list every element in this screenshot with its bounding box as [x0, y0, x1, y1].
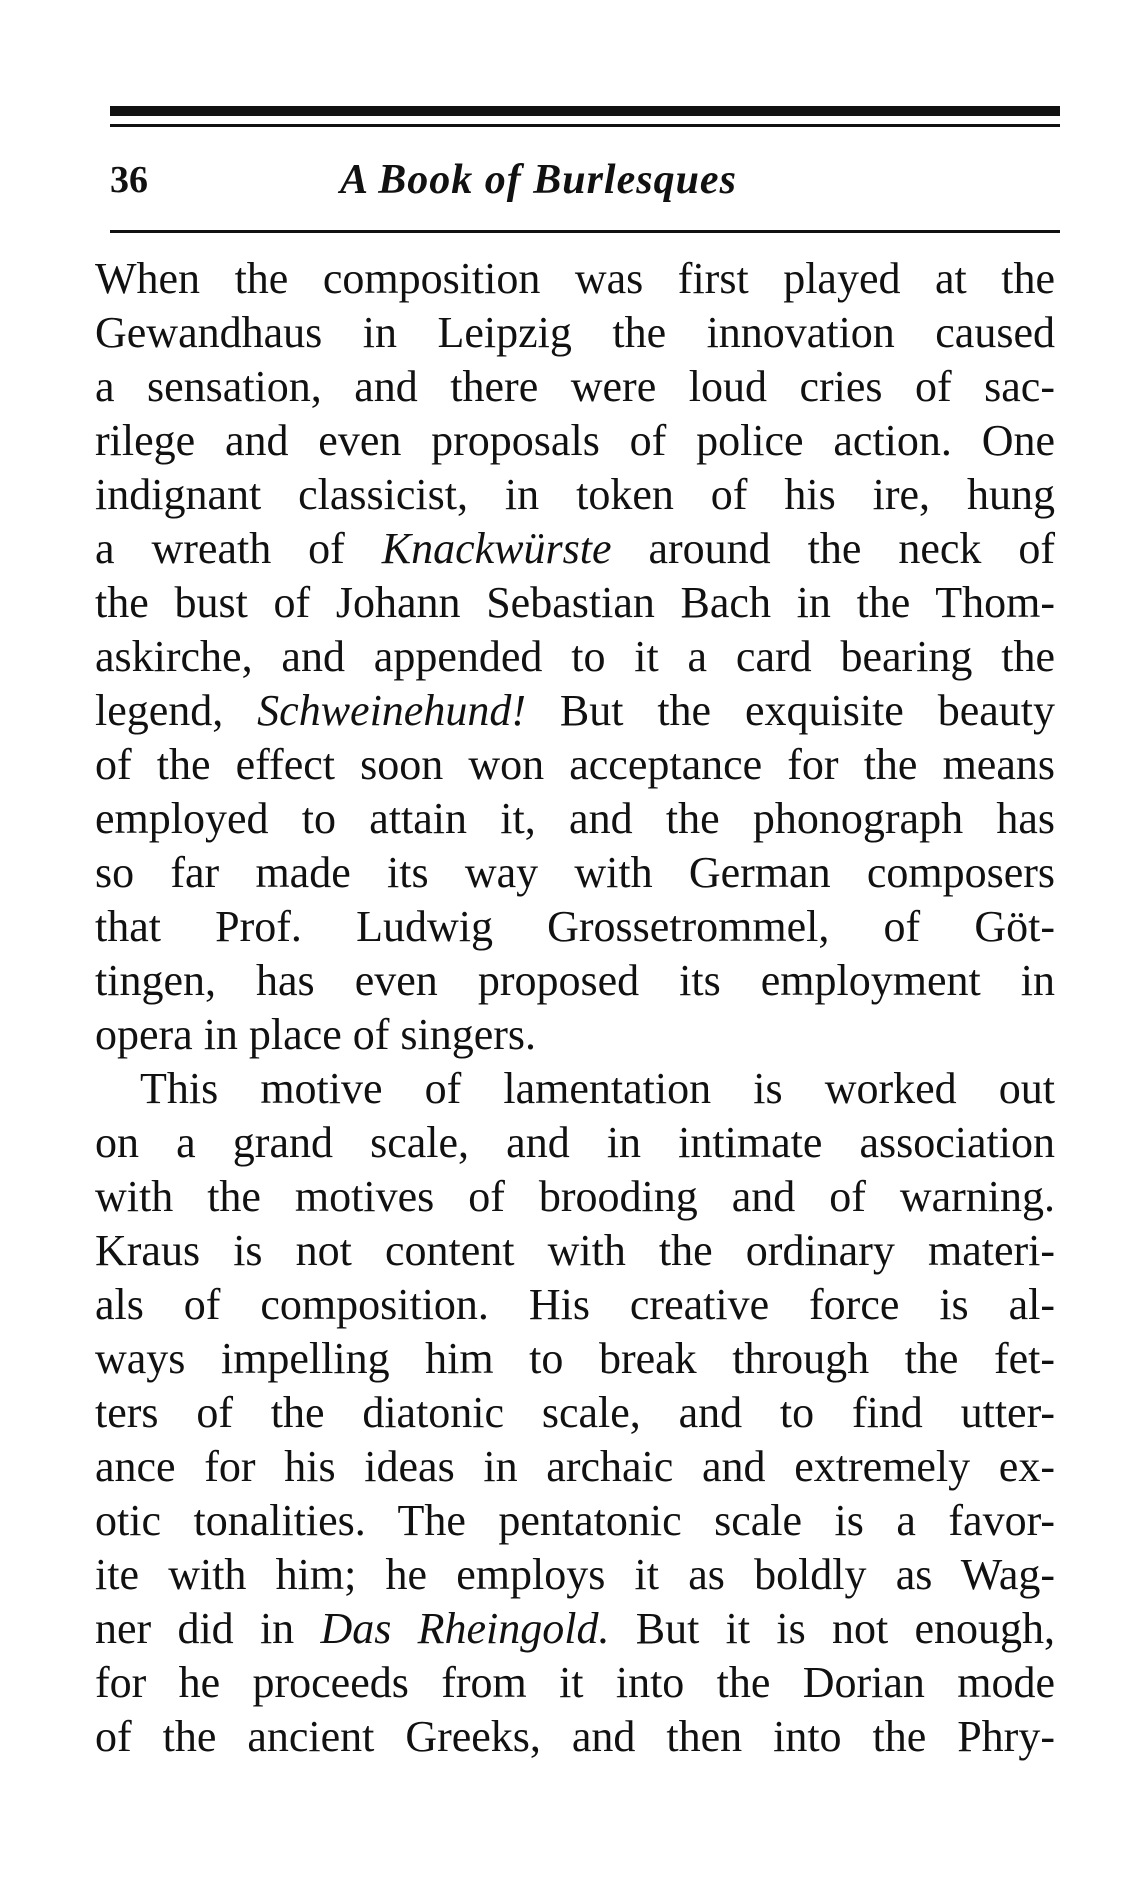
page-header — [110, 150, 1060, 210]
line-text: so far made its way with German composers — [95, 848, 1055, 897]
line-text: Gewandhaus in Leipzig the innovation caused — [95, 308, 1055, 357]
line-text: of the ancient Greeks, and then into the Phry- — [95, 1712, 1055, 1761]
text-line — [95, 1116, 1055, 1170]
body-text — [95, 252, 1055, 1764]
text-line — [95, 792, 1055, 846]
text-line — [95, 738, 1055, 792]
line-text: on a grand scale, and in intimate association — [95, 1118, 1055, 1167]
line-text: indignant classicist, in token of his ire, hung — [95, 470, 1055, 519]
line-text: around the neck of — [611, 524, 1055, 573]
line-text: a sensation, and there were loud cries of sac- — [95, 362, 1055, 411]
line-text: ters of the diatonic scale, and to find utter- — [95, 1388, 1055, 1437]
line-text: ance for his ideas in archaic and extremely ex- — [95, 1442, 1055, 1491]
text-line — [95, 1656, 1055, 1710]
line-text: ways impelling him to break through the fet- — [95, 1334, 1055, 1383]
text-line — [95, 576, 1055, 630]
text-line — [95, 1170, 1055, 1224]
text-line — [95, 630, 1055, 684]
text-line — [95, 900, 1055, 954]
page-number: 36 — [110, 159, 148, 201]
line-text: with the motives of brooding and of warning. — [95, 1172, 1055, 1221]
text-line — [95, 1008, 1055, 1062]
text-line — [95, 846, 1055, 900]
line-text: But it is not enough, — [609, 1604, 1055, 1653]
line-text: a wreath of — [95, 524, 382, 573]
line-text: the bust of Johann Sebastian Bach in the Thom- — [95, 578, 1055, 627]
text-line — [95, 1602, 1055, 1656]
text-line — [95, 1710, 1055, 1764]
line-text: legend, — [95, 686, 258, 735]
text-line — [95, 1224, 1055, 1278]
text-line — [95, 306, 1055, 360]
line-text: otic tonalities. The pentatonic scale is a favor- — [95, 1496, 1055, 1545]
text-line — [95, 468, 1055, 522]
line-text: This motive of lamentation is worked out — [140, 1064, 1055, 1113]
text-line — [95, 1494, 1055, 1548]
text-line — [95, 360, 1055, 414]
line-text: employed to attain it, and the phonograph has — [95, 794, 1055, 843]
text-line — [95, 1332, 1055, 1386]
text-line — [95, 1386, 1055, 1440]
text-line — [95, 1548, 1055, 1602]
italic-text: Knackwürste — [381, 524, 612, 573]
text-line — [95, 414, 1055, 468]
text-line — [95, 1278, 1055, 1332]
line-text: But the exquisite beauty — [525, 686, 1055, 735]
running-title: A Book of Burlesques — [340, 157, 737, 203]
line-text: tingen, has even proposed its employment in — [95, 956, 1055, 1005]
line-text: askirche, and appended to it a card bearing the — [95, 632, 1055, 681]
line-text: opera in place of singers. — [95, 1010, 537, 1059]
line-text: ner did in — [95, 1604, 321, 1653]
header-thin-rule — [110, 124, 1060, 127]
line-text: rilege and even proposals of police action. One — [95, 416, 1055, 465]
header-thick-rule — [110, 106, 1060, 116]
line-text: of the effect soon won acceptance for the means — [95, 740, 1055, 789]
line-text: that Prof. Ludwig Grossetrommel, of Göt- — [95, 902, 1055, 951]
italic-text: Das Rheingold. — [320, 1604, 610, 1653]
text-line — [95, 954, 1055, 1008]
text-line — [95, 684, 1055, 738]
text-line — [95, 522, 1055, 576]
italic-text: Schweinehund! — [257, 686, 526, 735]
line-text: ite with him; he employs it as boldly as Wag- — [95, 1550, 1055, 1599]
line-text: When the composition was first played at the — [95, 254, 1055, 303]
line-text: als of composition. His creative force is al- — [95, 1280, 1055, 1329]
text-line — [95, 1062, 1055, 1116]
text-line — [95, 1440, 1055, 1494]
text-line — [95, 252, 1055, 306]
header-bottom-rule — [110, 230, 1060, 233]
line-text: for he proceeds from it into the Dorian mode — [95, 1658, 1055, 1707]
line-text: Kraus is not content with the ordinary materi- — [95, 1226, 1055, 1275]
